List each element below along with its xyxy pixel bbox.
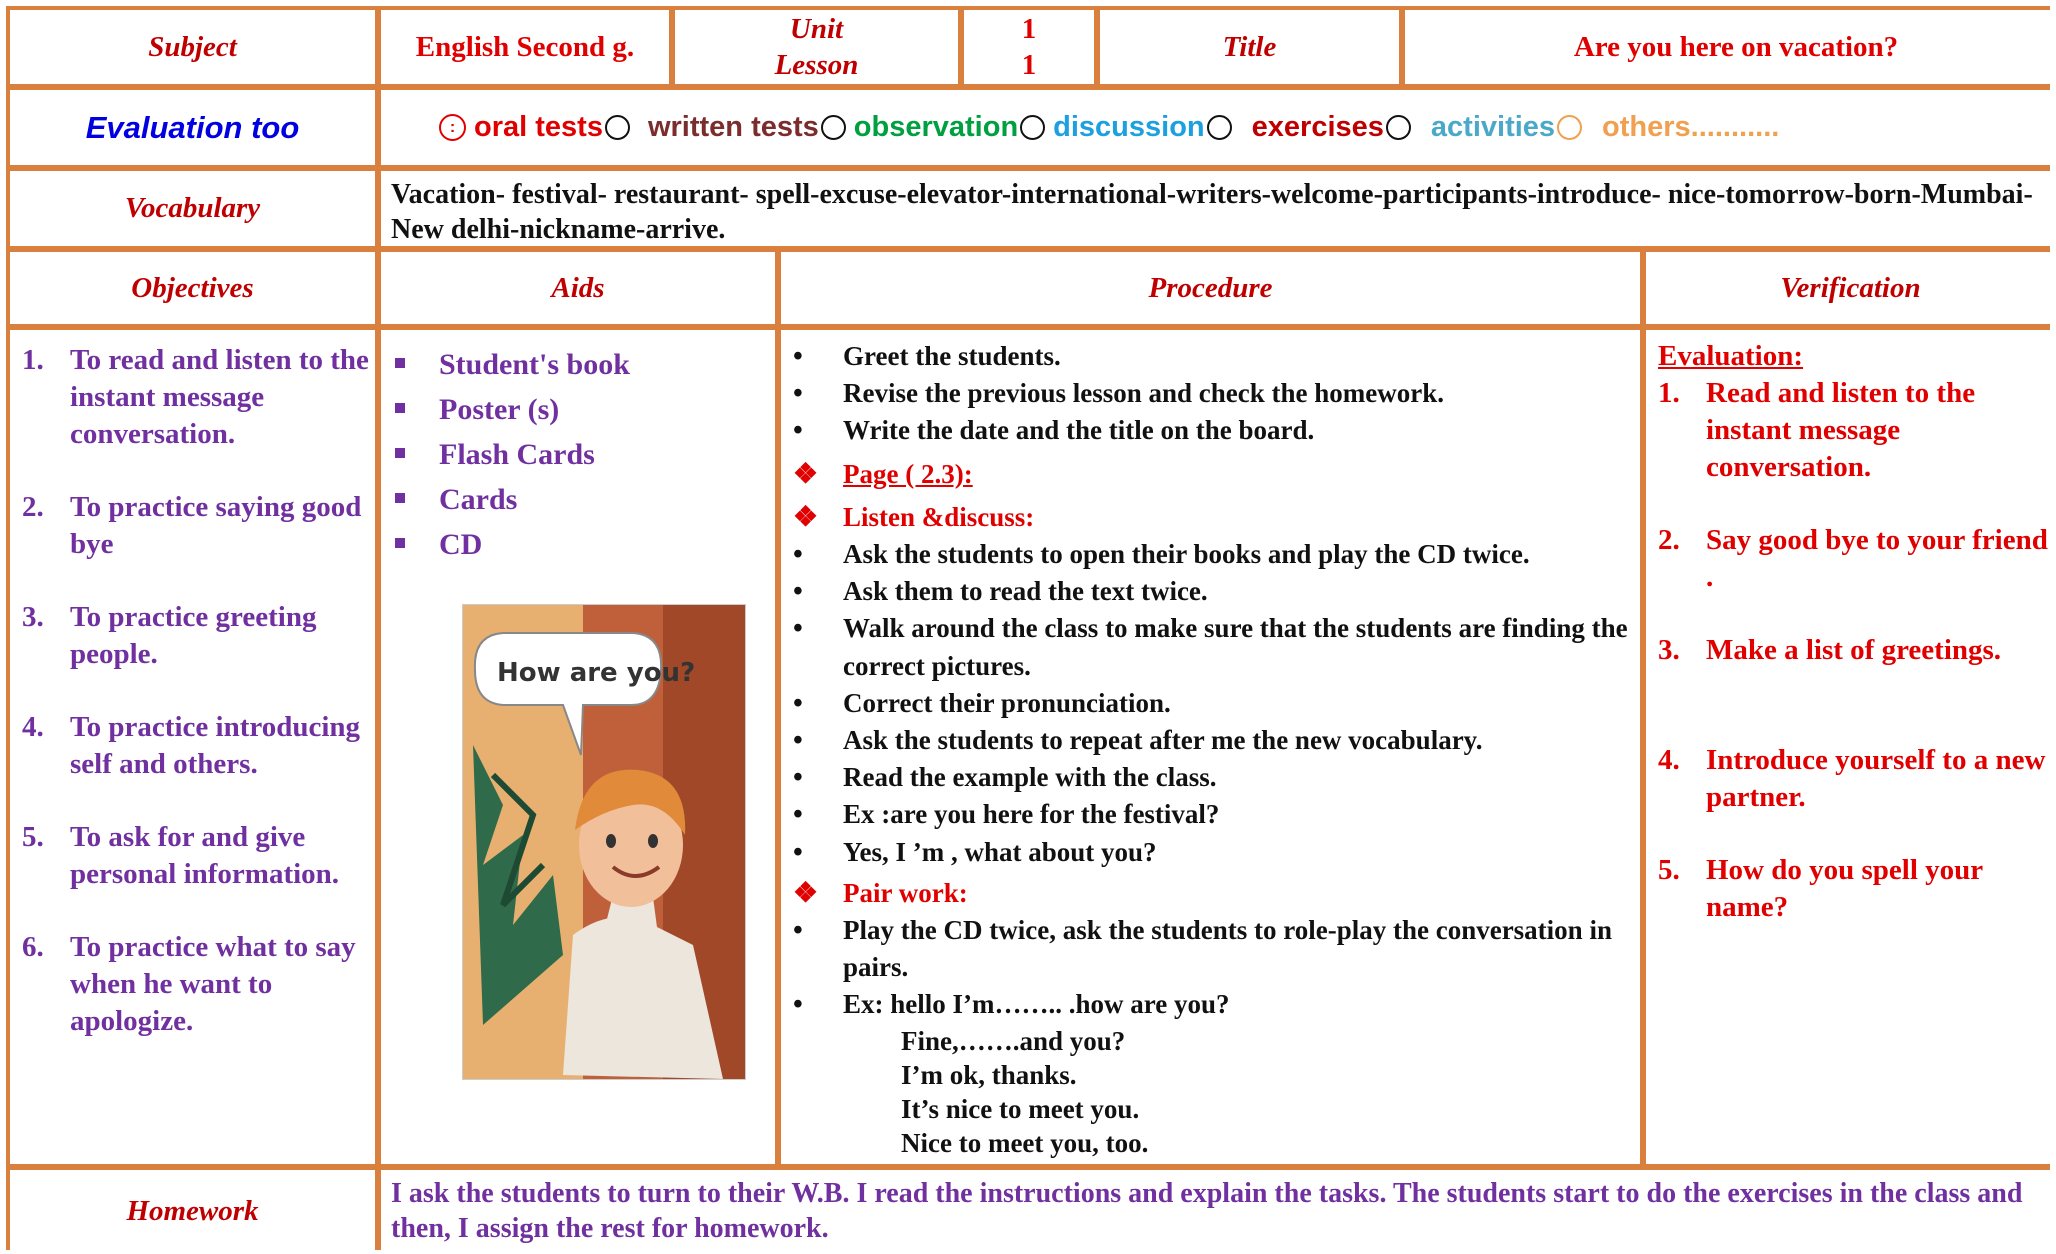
speech-bubble-text: How are you? xyxy=(497,658,696,688)
list-item: • Greet the students. xyxy=(793,338,1630,375)
list-item: 1. Read and listen to the instant message conversation. xyxy=(1658,377,1976,483)
vocabulary-label: Vocabulary xyxy=(10,171,375,246)
list-item: 5. To ask for and give personal information. xyxy=(22,821,340,890)
list-item: 3. To practice greeting people. xyxy=(22,601,317,670)
list-item: • Play the CD twice, ask the students to role-play the conversation in pairs. xyxy=(793,912,1630,986)
list-item: 4. Introduce yourself to a new partner. xyxy=(1658,744,2046,813)
list-item: Cards xyxy=(395,477,775,522)
diamond-bullet-icon: ❖ xyxy=(793,501,819,533)
list-item: Flash Cards xyxy=(395,432,775,477)
eval-option-label: oral tests xyxy=(474,111,603,143)
objectives-cell xyxy=(10,330,375,1164)
vocabulary-text: Vacation- festival- restaurant- spell-excuse-elevator-international-writers-welcome-participants-introduce- nice-tomorrow-born-Mumbai-New delhi-nickname-arrive. xyxy=(381,171,2055,246)
eval-option-label: written tests xyxy=(647,111,819,143)
eval-option-label: activities xyxy=(1430,111,1556,143)
homework-label: Homework xyxy=(10,1170,375,1252)
list-item: • Ask the students to repeat after me the new vocabulary. xyxy=(793,722,1630,759)
lesson-plan-table xyxy=(6,6,2050,1250)
dialogue-line: Fine,…….and you? xyxy=(901,1025,1126,1056)
section-heading: ❖ Pair work: xyxy=(793,875,1630,912)
bullet-square-icon xyxy=(395,493,405,503)
list-item: • Ex :are you here for the festival? xyxy=(793,796,1630,833)
list-item: Poster (s) xyxy=(395,387,775,432)
eval-option-written-tests[interactable] xyxy=(648,111,854,144)
radio-circle-icon[interactable] xyxy=(1557,115,1582,140)
homework-text: I ask the students to turn to their W.B. I read the instructions and explain the tasks. The students start to do the exercises in the class and then, I assign the rest for homework. xyxy=(381,1170,2055,1252)
list-item: • Walk around the class to make sure that the students are finding the correct pictures. xyxy=(793,610,1630,684)
eval-option-others[interactable] xyxy=(1602,111,1779,144)
list-item: 5. How do you spell your name? xyxy=(1658,854,1983,923)
objectives-list xyxy=(10,330,375,1040)
eval-option-oral-tests[interactable] xyxy=(474,111,638,144)
list-item: • Ask the students to open their books and play the CD twice. xyxy=(793,536,1630,573)
eval-option-label: discussion xyxy=(1053,111,1205,143)
dialogue-line: Nice to meet you, too. xyxy=(901,1127,1149,1158)
unit-lesson-value xyxy=(964,10,1094,84)
dialogue-line: I’m ok, thanks. xyxy=(901,1059,1077,1090)
unit-label: Unit xyxy=(789,13,844,45)
eval-option-observation[interactable] xyxy=(854,111,1053,144)
list-item: 4. To practice introducing self and others. xyxy=(22,711,361,780)
subject-label: Subject xyxy=(10,10,375,84)
list-item: • Correct their pronunciation. xyxy=(793,685,1630,722)
eval-option-label: exercises xyxy=(1251,111,1384,143)
title-label: Title xyxy=(1100,10,1399,84)
evaluation-label: Evaluation too xyxy=(10,90,375,165)
lesson-label: Lesson xyxy=(774,49,859,81)
header-row xyxy=(381,10,2055,84)
bullet-square-icon xyxy=(395,403,405,413)
list-item: Student's book xyxy=(395,342,775,387)
list-item: 2. To practice saying good bye xyxy=(22,491,362,560)
verification-cell xyxy=(1646,330,2055,1164)
list-item: • Ask them to read the text twice. xyxy=(793,573,1630,610)
dialogue-line: It’s nice to meet you. xyxy=(901,1093,1140,1124)
eval-option-exercises[interactable] xyxy=(1252,111,1419,144)
list-item: 3. Make a list of greetings. xyxy=(1658,634,2002,666)
list-item: 1. To read and listen to the instant message conversation. xyxy=(22,344,369,450)
list-item: 2. Say good bye to your friend . xyxy=(1658,524,2048,593)
subject-value: English Second g. xyxy=(381,10,669,84)
list-item: • Revise the previous lesson and check the homework. xyxy=(793,375,1630,412)
eval-option-discussion[interactable] xyxy=(1053,111,1240,144)
procedure-header: Procedure xyxy=(781,252,1640,324)
aids-list xyxy=(381,330,775,567)
list-item: 6. To practice what to say when he want to apologize. xyxy=(22,931,356,1037)
section-heading: ❖ Listen &discuss: xyxy=(793,499,1630,536)
aids-cell xyxy=(381,330,775,1164)
bullet-square-icon xyxy=(395,448,405,458)
list-item: • Read the example with the class. xyxy=(793,759,1630,796)
section-heading: ❖ Page ( 2.3): xyxy=(793,456,1630,493)
procedure-cell xyxy=(781,330,1640,1164)
aids-header: Aids xyxy=(381,252,775,324)
radio-circle-icon[interactable] xyxy=(821,115,846,140)
eval-option-label: others........... xyxy=(1602,111,1780,143)
diamond-bullet-icon: ❖ xyxy=(793,877,819,909)
radio-circle-icon[interactable] xyxy=(605,115,630,140)
diamond-bullet-icon: ❖ xyxy=(793,458,819,490)
eval-option-activities[interactable] xyxy=(1431,111,1590,144)
radio-circle-icon[interactable] xyxy=(1386,115,1411,140)
verification-heading: Evaluation: xyxy=(1658,340,1804,372)
verification-list xyxy=(1658,375,2049,926)
title-value: Are you here on vacation? xyxy=(1405,10,2056,84)
textbook-illustration xyxy=(462,604,746,1080)
evaluation-options xyxy=(381,90,2055,165)
radio-circle-icon[interactable] xyxy=(1020,115,1045,140)
unit-lesson-label xyxy=(675,10,958,84)
radio-circle-icon[interactable] xyxy=(1207,115,1232,140)
lesson-value: 1 xyxy=(1021,49,1037,81)
list-item: • Write the date and the title on the board. xyxy=(793,412,1630,449)
objectives-header: Objectives xyxy=(10,252,375,324)
smiley-icon: : xyxy=(439,114,466,141)
eval-option-label: observation xyxy=(853,111,1019,143)
list-item: • Ex: hello I’m…….. .how are you? xyxy=(793,986,1630,1023)
list-item: • Yes, I ’m , what about you? xyxy=(793,834,1630,871)
bullet-square-icon xyxy=(395,358,405,368)
unit-value: 1 xyxy=(1021,13,1037,45)
verification-header: Verification xyxy=(1646,252,2055,324)
list-item: CD xyxy=(395,522,775,567)
bullet-square-icon xyxy=(395,538,405,548)
